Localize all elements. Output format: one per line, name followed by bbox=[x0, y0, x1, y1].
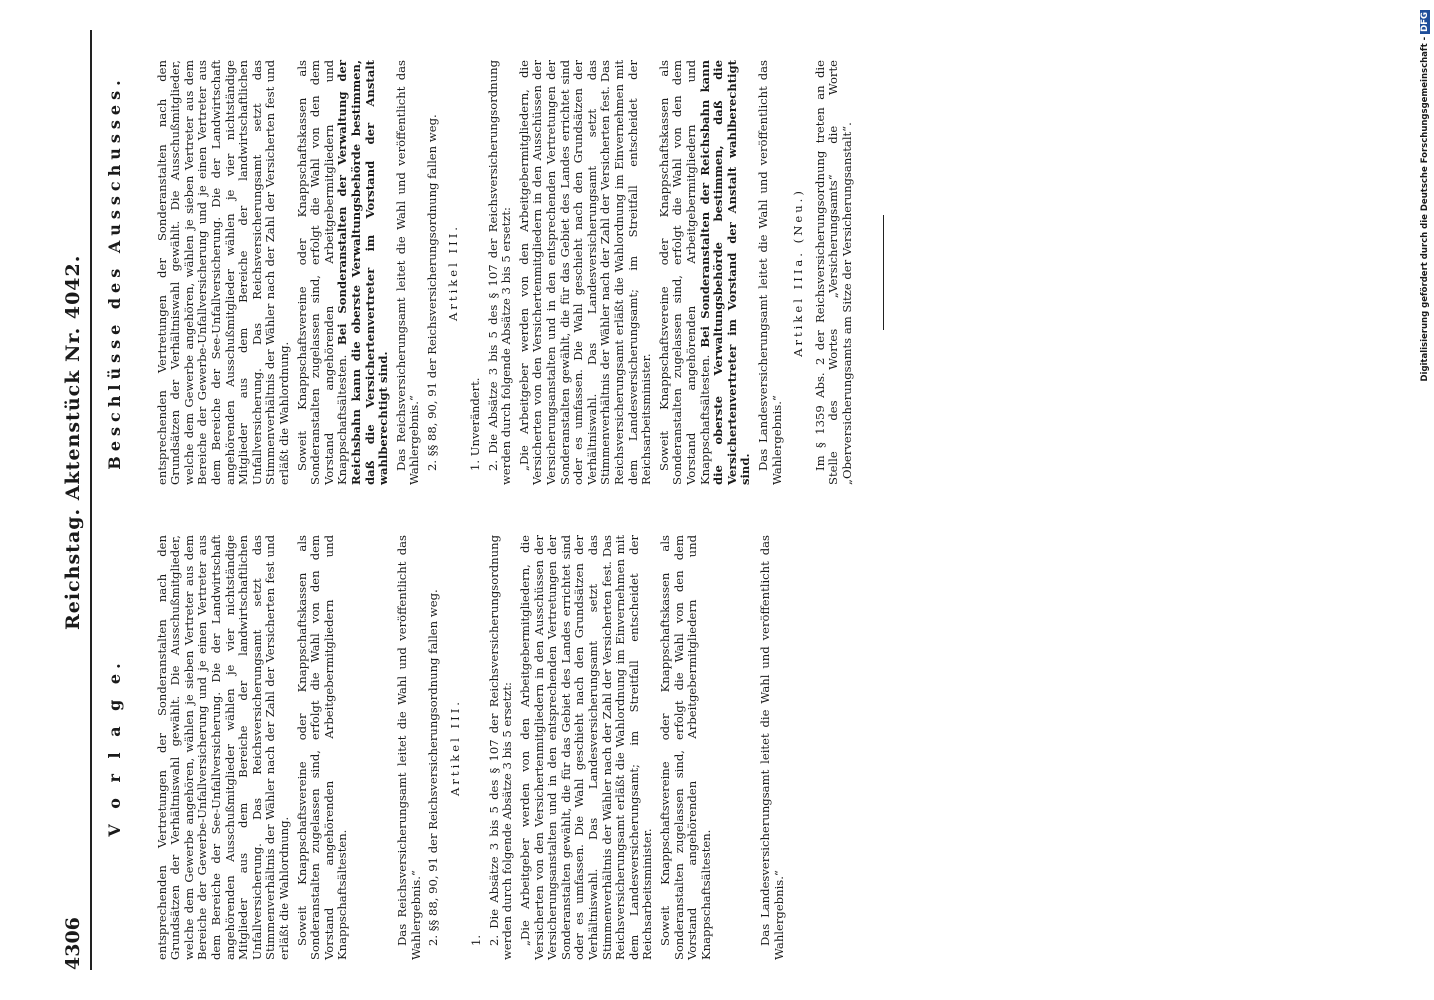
paragraph: 2. §§ 88, 90, 91 der Reichsversicherungsordnung fallen weg. bbox=[424, 114, 439, 471]
end-rule bbox=[883, 215, 884, 330]
numbered-item: 2. Die Absätze 3 bis 5 des § 107 der Reichsversicherungsordnung werden durch folgende Absätze 3 bis 5 ersetzt: bbox=[486, 535, 515, 960]
numbered-item: 1. bbox=[469, 934, 484, 946]
paragraph: entsprechenden Vertretungen der Sonderanstalten nach den Grundsätzen der Verhältniswahl gewählt. Die Ausschußmitglieder, welche dem Gewerbe angehören, wählen je sieben Vertreter aus dem Bereiche der Gewerbe-Unfallversicherung und je einen Vertreter aus dem Bereiche der See-Unfallversicherung. Die der Landwirtschaft angehörenden Ausschußmitglieder wählen je vier nichtständige Mitglieder aus dem Bereiche der landwirtschaftlichen Unfallversicherung. Das Reichsversicherungsamt setzt das Stimmenverhältnis der Wähler nach der Zahl der Versicherten fest und erläßt die Wahlordnung. bbox=[154, 60, 291, 485]
added-text: Bei Sonderanstalten der Reichsbahn kann die oberste Verwaltungsbehörde bestimmen, daß die Versichertenvertreter im Vorstand der Anstalt wahlberechtigt sind. bbox=[697, 59, 753, 485]
paragraph: Soweit Knappschaftsvereine oder Knappschaftskassen als Sonderanstalten zugelassen sind, erfolgt die Wahl von den dem Vorstand angehörenden Arbeitgebermitgliedern und Knappschaftsältesten. bbox=[294, 535, 350, 960]
paragraph: Das Reichsversicherungsamt leitet die Wahl und veröffentlicht das Wahlergebnis.“ bbox=[393, 60, 422, 485]
right-column-beschluesse bbox=[105, 59, 884, 485]
article-heading: Artikel III. bbox=[446, 224, 461, 321]
page-number: 4306 bbox=[62, 917, 84, 970]
quoted-paragraph bbox=[658, 60, 753, 485]
paragraph: Im § 1359 Abs. 2 der Reichsversicherungsordnung treten an die Stelle des Wortes „Versicherungsamts“ die Worte „Oberversicherungsamts am Sitze der Versicherungsanstalt“. bbox=[812, 60, 854, 485]
column-heading: Beschlüsse des Ausschusses. bbox=[105, 75, 124, 470]
paragraph: 2. §§ 88, 90, 91 der Reichsversicherungsordnung fallen weg. bbox=[426, 589, 441, 946]
paragraph-text: Soweit Knappschaftsvereine oder Knappschaftskassen als Sonderanstalten zugelassen sind, erfolgt die Wahl von den dem Vorstand angehörenden Arbeitgebermitgliedern und Knappschaftsältesten. bbox=[656, 60, 712, 485]
quoted-paragraph: „Die Arbeitgeber werden von den Arbeitgebermitgliedern, die Versicherten von den Versichertenmitgliedern in den Ausschüssen der Versicherungsanstalten und in den entsprechenden Vertretungen der Sonderanstalten gewählt, die für das Gebiet des Landes errichtet sind oder es umfassen. Die Wahl geschieht nach den Grundsätzen der Verhältniswahl. Das Landesversicherungsamt setzt das Stimmenverhältnis der Wähler nach der Zahl der Versicherten fest. Das Reichsversicherungsamt erläßt die Wahlordnung im Einvernehmen mit dem Landesversicherungsamt; im Streitfall entscheidet der Reichsarbeitsminister. bbox=[516, 60, 654, 485]
quoted-paragraph: Soweit Knappschaftsvereine oder Knappschaftskassen als Sonderanstalten zugelassen sind, erfolgt die Wahl von den dem Vorstand angehörenden Arbeitgebermitgliedern und Knappschaftsältesten. bbox=[658, 535, 713, 960]
article-heading: Artikel III. bbox=[447, 699, 462, 796]
paragraph: Das Reichsversicherungsamt leitet die Wahl und veröffentlicht das Wahlergebnis.“ bbox=[394, 535, 423, 960]
quoted-paragraph: „Die Arbeitgeber werden von den Arbeitgebermitgliedern, die Versicherten von den Versichertenmitgliedern in den Ausschüssen der Versicherungsanstalten und in den entsprechenden Vertretungen der Sonderanstalten gewählt, die für das Gebiet des Landes errichtet sind oder es umfassen. Die Wahl geschieht nach den Grundsätzen der Verhältniswahl. Das Landesversicherungsamt setzt das Stimmenverhältnis der Wähler nach der Zahl der Versicherten fest. Das Reichsversicherungsamt erläßt die Wahlordnung im Einvernehmen mit dem Landesversicherungsamt; im Streitfall entscheidet der Reichsarbeitsminister. bbox=[518, 535, 655, 960]
paragraph-text: Soweit Knappschaftsvereine oder Knappschaftskassen als Sonderanstalten zugelassen sind, erfolgt die Wahl von den dem Vorstand angehörenden Arbeitgebermitgliedern und Knappschaftsältesten. bbox=[294, 60, 350, 485]
digitization-credit bbox=[1420, 10, 1432, 990]
quoted-paragraph: Das Landesversicherungsamt leitet die Wahl und veröffentlicht das Wahlergebnis.“ bbox=[755, 60, 784, 485]
page-header bbox=[62, 30, 92, 970]
numbered-item: 1. Unverändert. bbox=[468, 377, 483, 471]
paragraph bbox=[296, 60, 391, 485]
running-title: Reichstag. Aktenstück Nr. 4042. bbox=[62, 254, 84, 630]
quoted-paragraph: Das Landesversicherungsamt leitet die Wahl und veröffentlicht das Wahlergebnis.“ bbox=[758, 535, 786, 960]
paragraph: entsprechenden Vertretungen der Sonderanstalten nach den Grundsätzen der Verhältniswahl gewählt. Die Ausschußmitglieder, welche dem Gewerbe angehören, wählen je sieben Vertreter aus dem Bereiche der Gewerbe-Unfallversicherung und je einen Vertreter aus dem Bereiche der See-Unfallversicherung. Die der Landwirtschaft angehörenden Ausschußmitglieder wählen je vier nichtständige Mitglieder aus dem Bereiche der landwirtschaftlichen Unfallversicherung. Das Reichsversicherungsamt setzt das Stimmenverhältnis der Wähler nach der Zahl der Versicherten fest und erläßt die Wahlordnung. bbox=[154, 535, 291, 960]
article-heading-new: Artikel IIIa. (Neu.) bbox=[791, 188, 806, 357]
dfg-logo: DFG bbox=[1420, 12, 1430, 32]
numbered-item: 2. Die Absätze 3 bis 5 des § 107 der Reichsversicherungsordnung werden durch folgende Absätze 3 bis 5 ersetzt: bbox=[485, 60, 514, 485]
left-column-vorlage bbox=[105, 535, 791, 960]
column-heading: V o r l a g e. bbox=[105, 658, 124, 837]
credit-text: Digitalisierung gefördert durch die Deutsche Forschungsgemeinschaft - bbox=[1420, 36, 1430, 382]
added-text: Bei Sonderanstalten der Verwaltung der Reichsbahn kann die oberste Verwaltungsbehörde bestimmen, daß die Versichertenvertreter im Vorstand der Anstalt wahlberechtigt sind. bbox=[335, 60, 391, 485]
